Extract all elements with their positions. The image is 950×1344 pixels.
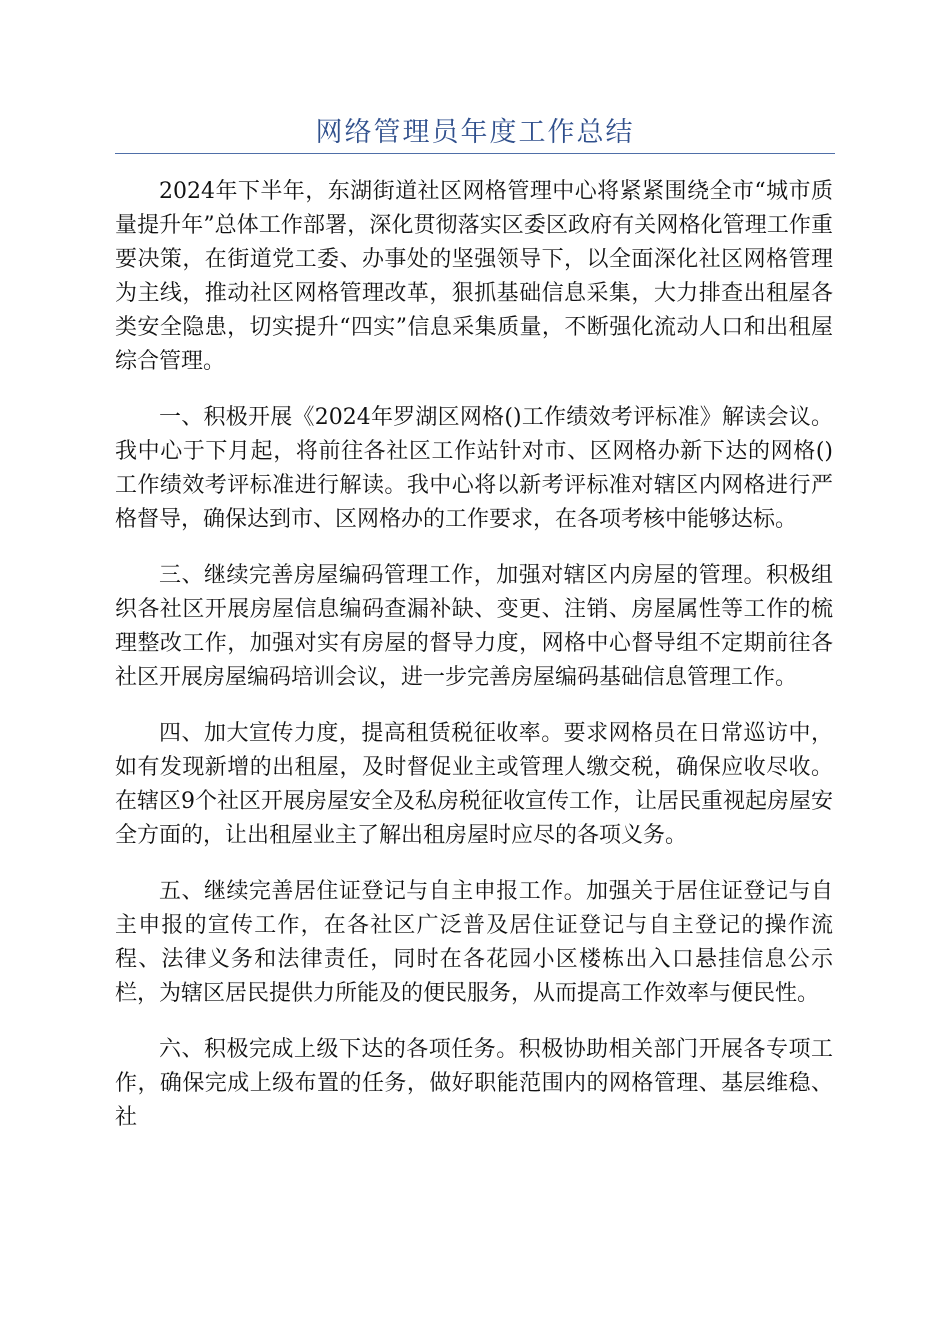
paragraph-item-3: 三、继续完善房屋编码管理工作，加强对辖区内房屋的管理。积极组织各社区开展房屋信息编码查漏补缺、变更、注销、房屋属性等工作的梳理整改工作，加强对实有房屋的督导力度，网格中心督导组不定期前往各社区开展房屋编码培训会议，进一步完善房屋编码基础信息管理工作。 [115,563,833,690]
document-body [115,175,833,1157]
paragraph-item-6: 六、积极完成上级下达的各项任务。积极协助相关部门开展各专项工作，确保完成上级布置的任务，做好职能范围内的网格管理、基层维稳、社 [115,1037,833,1130]
title-underline [115,153,835,154]
paragraph-item-4: 四、加大宣传力度，提高租赁税征收率。要求网格员在日常巡访中，如有发现新增的出租屋，及时督促业主或管理人缴交税，确保应收尽收。在辖区9个社区开展房屋安全及私房税征收宣传工作，让居民重视起房屋安全方面的，让出租屋业主了解出租房屋时应尽的各项义务。 [115,721,833,848]
document-title: 网络管理员年度工作总结 [315,117,635,148]
paragraph-item-1: 一、积极开展《2024年罗湖区网格()工作绩效考评标准》解读会议。我中心于下月起，将前往各社区工作站针对市、区网格办新下达的网格()工作绩效考评标准进行解读。我中心将以新考评标准对辖区内网格进行严格督导，确保达到市、区网格办的工作要求，在各项考核中能够达标。 [115,405,833,532]
paragraph-intro: 2024年下半年，东湖街道社区网格管理中心将紧紧围绕全市“城市质量提升年”总体工作部署，深化贯彻落实区委区政府有关网格化管理工作重要决策，在街道党工委、办事处的坚强领导下，以全面深化社区网格管理为主线，推动社区网格管理改革，狠抓基础信息采集，大力排查出租屋各类安全隐患，切实提升“四实”信息采集质量，不断强化流动人口和出租屋综合管理。 [115,179,833,374]
paragraph-item-5: 五、继续完善居住证登记与自主申报工作。加强关于居住证登记与自主申报的宣传工作，在各社区广泛普及居住证登记与自主登记的操作流程、法律义务和法律责任，同时在各花园小区楼栋出入口悬挂信息公示栏，为辖区居民提供力所能及的便民服务，从而提高工作效率与便民性。 [115,879,833,1006]
